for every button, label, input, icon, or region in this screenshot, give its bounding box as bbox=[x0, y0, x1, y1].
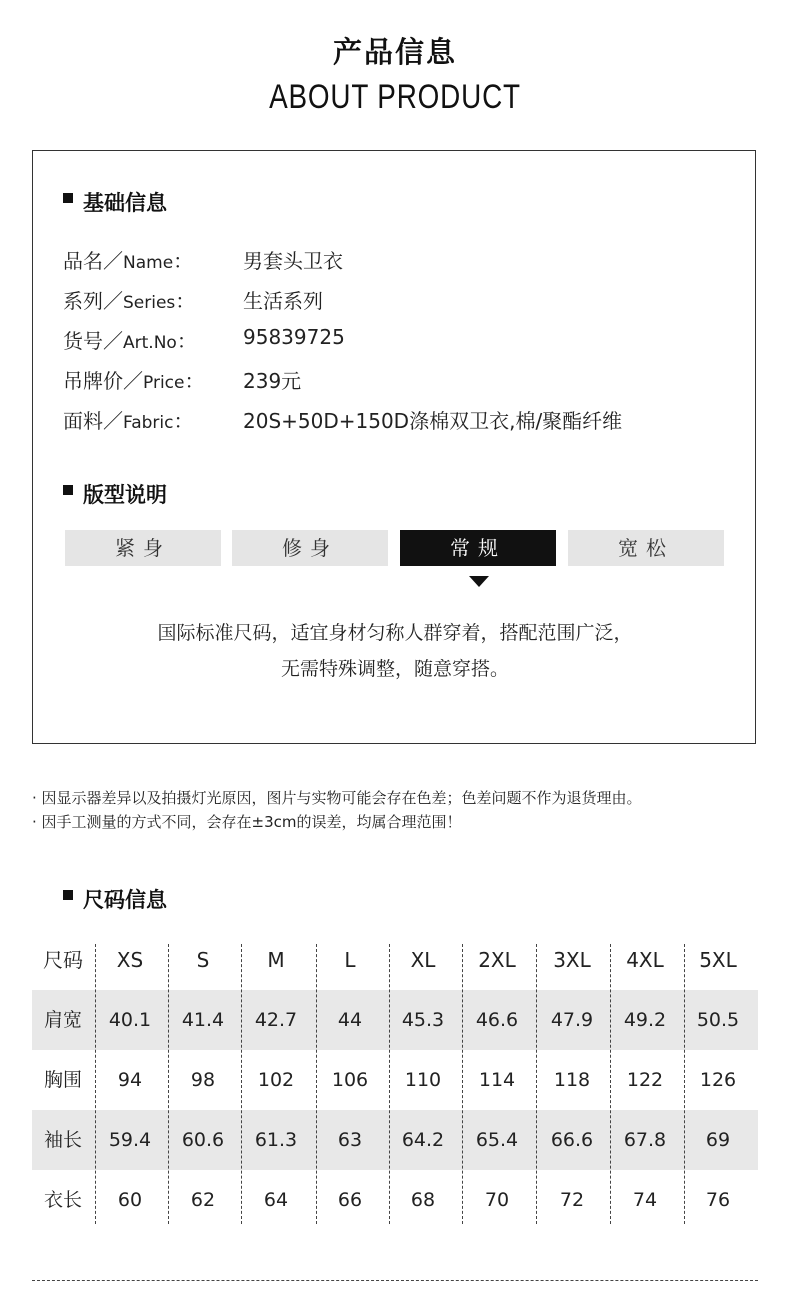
measurement-cell: 64 bbox=[263, 1189, 289, 1211]
label-colon: ： bbox=[184, 369, 205, 393]
column-divider bbox=[241, 944, 242, 1224]
label-cn: 面料／ bbox=[63, 409, 123, 433]
info-value: 239元 bbox=[243, 369, 302, 393]
info-row-series bbox=[63, 285, 743, 315]
square-bullet-icon bbox=[63, 890, 73, 900]
table-header-row bbox=[32, 930, 758, 990]
disclaimer-notes bbox=[32, 786, 772, 834]
label-cn: 品名／ bbox=[63, 249, 123, 273]
info-value: 男套头卫衣 bbox=[243, 249, 343, 273]
product-info-box bbox=[32, 150, 756, 744]
measurement-cell: 60 bbox=[117, 1189, 143, 1211]
label-cn: 系列／ bbox=[63, 289, 123, 313]
page-title-en: ABOUT PRODUCT bbox=[269, 78, 521, 116]
label-en: Name bbox=[123, 253, 174, 273]
fit-option-slim[interactable]: 修身 bbox=[232, 530, 388, 566]
measurement-cell: 46.6 bbox=[475, 1009, 519, 1031]
info-row-name bbox=[63, 245, 743, 275]
row-label-cell: 衣长 bbox=[43, 1189, 82, 1211]
column-divider bbox=[536, 944, 537, 1224]
size-header-cell: XS bbox=[116, 948, 144, 972]
info-label bbox=[63, 245, 193, 274]
size-header-cell: 2XL bbox=[478, 948, 516, 972]
row-label-cell: 肩宽 bbox=[43, 1009, 82, 1031]
label-colon: ： bbox=[176, 329, 197, 353]
measurement-cell: 44 bbox=[337, 1009, 363, 1031]
fit-option-tight[interactable]: 紧身 bbox=[65, 530, 221, 566]
size-header-cell: 3XL bbox=[553, 948, 591, 972]
selected-pointer-icon bbox=[469, 576, 489, 587]
measurement-cell: 72 bbox=[559, 1189, 585, 1211]
measurement-cell: 50.5 bbox=[696, 1009, 740, 1031]
measurement-cell: 60.6 bbox=[181, 1129, 225, 1151]
row-label-cell: 袖长 bbox=[43, 1129, 82, 1151]
fit-description-line: 国际标准尺码，适宜身材匀称人群穿着，搭配范围广泛， bbox=[157, 622, 633, 644]
measurement-cell: 49.2 bbox=[623, 1009, 667, 1031]
measurement-cell: 94 bbox=[117, 1069, 143, 1091]
column-divider bbox=[168, 944, 169, 1224]
measurement-cell: 62 bbox=[190, 1189, 216, 1211]
label-cn: 货号／ bbox=[63, 329, 123, 353]
size-table bbox=[32, 930, 758, 1230]
measurement-cell: 65.4 bbox=[475, 1129, 519, 1151]
fit-option-regular[interactable]: 常规 bbox=[400, 530, 556, 566]
measurement-cell: 69 bbox=[705, 1129, 731, 1151]
table-row bbox=[32, 1050, 758, 1110]
info-label bbox=[63, 285, 195, 314]
measurement-cell: 59.4 bbox=[108, 1129, 152, 1151]
measurement-cell: 68 bbox=[410, 1189, 436, 1211]
measurement-cell: 74 bbox=[632, 1189, 658, 1211]
measurement-cell: 63 bbox=[337, 1129, 363, 1151]
size-info-heading bbox=[63, 884, 167, 914]
measurement-cell: 114 bbox=[478, 1069, 516, 1091]
measurement-cell: 61.3 bbox=[254, 1129, 298, 1151]
info-row-art-no bbox=[63, 325, 743, 355]
label-en: Price bbox=[143, 373, 185, 393]
table-row bbox=[32, 990, 758, 1050]
label-en: Fabric bbox=[123, 413, 174, 433]
table-row bbox=[32, 1110, 758, 1170]
column-divider bbox=[610, 944, 611, 1224]
measurement-cell: 76 bbox=[705, 1189, 731, 1211]
measurement-cell: 42.7 bbox=[254, 1009, 298, 1031]
info-value: 20S+50D+150D涤棉双卫衣,棉/聚酯纤维 bbox=[243, 409, 623, 433]
size-header-cell: 4XL bbox=[626, 948, 664, 972]
measurement-cell: 45.3 bbox=[401, 1009, 445, 1031]
square-bullet-icon bbox=[63, 193, 73, 203]
label-en: Series bbox=[123, 293, 176, 313]
size-header-cell: XL bbox=[410, 948, 436, 972]
measurement-cell: 66.6 bbox=[550, 1129, 594, 1151]
fit-heading-text: 版型说明 bbox=[83, 483, 167, 507]
note-item: · 因显示器差异以及拍摄灯光原因，图片与实物可能会存在色差；色差问题不作为退货理由。 bbox=[32, 789, 642, 807]
info-label bbox=[63, 325, 197, 354]
bottom-divider bbox=[32, 1280, 758, 1281]
fit-option-loose[interactable]: 宽松 bbox=[568, 530, 724, 566]
measurement-cell: 66 bbox=[337, 1189, 363, 1211]
fit-description bbox=[33, 615, 757, 687]
note-item: · 因手工测量的方式不同，会存在±3cm的误差，均属合理范围！ bbox=[32, 813, 462, 831]
info-row-fabric bbox=[63, 405, 743, 435]
fit-options bbox=[65, 530, 725, 566]
column-divider bbox=[389, 944, 390, 1224]
measurement-cell: 106 bbox=[331, 1069, 369, 1091]
info-row-price bbox=[63, 365, 743, 395]
column-divider bbox=[95, 944, 96, 1224]
size-header-cell: L bbox=[344, 948, 356, 972]
measurement-cell: 40.1 bbox=[108, 1009, 152, 1031]
measurement-cell: 122 bbox=[626, 1069, 664, 1091]
measurement-cell: 47.9 bbox=[550, 1009, 594, 1031]
label-cn: 吊牌价／ bbox=[63, 369, 143, 393]
measurement-cell: 98 bbox=[190, 1069, 216, 1091]
label-colon: ： bbox=[173, 249, 194, 273]
info-value: 95839725 bbox=[243, 325, 345, 349]
column-divider bbox=[462, 944, 463, 1224]
measurement-cell: 70 bbox=[484, 1189, 510, 1211]
measurement-cell: 67.8 bbox=[623, 1129, 667, 1151]
size-header-cell: 5XL bbox=[699, 948, 737, 972]
size-header-cell: M bbox=[267, 948, 285, 972]
measurement-cell: 126 bbox=[699, 1069, 737, 1091]
info-label bbox=[63, 405, 194, 434]
label-en: Art.No bbox=[123, 333, 177, 353]
page-title-cn: 产品信息 bbox=[332, 35, 457, 69]
measurement-cell: 110 bbox=[404, 1069, 442, 1091]
fit-heading bbox=[63, 479, 167, 509]
column-divider bbox=[316, 944, 317, 1224]
measurement-cell: 64.2 bbox=[401, 1129, 445, 1151]
measurement-cell: 118 bbox=[553, 1069, 591, 1091]
size-info-heading-text: 尺码信息 bbox=[83, 888, 167, 912]
label-colon: ： bbox=[175, 289, 196, 313]
measurement-cell: 102 bbox=[257, 1069, 295, 1091]
column-divider bbox=[684, 944, 685, 1224]
measurement-cell: 41.4 bbox=[181, 1009, 225, 1031]
size-header-cell: S bbox=[196, 948, 210, 972]
table-row bbox=[32, 1170, 758, 1230]
info-value: 生活系列 bbox=[243, 289, 323, 313]
square-bullet-icon bbox=[63, 485, 73, 495]
label-colon: ： bbox=[173, 409, 194, 433]
info-label bbox=[63, 365, 204, 394]
basic-info-heading-text: 基础信息 bbox=[83, 191, 167, 215]
basic-info-heading bbox=[63, 187, 167, 217]
row-label-cell: 尺码 bbox=[43, 948, 83, 972]
fit-description-line: 无需特殊调整，随意穿搭。 bbox=[280, 658, 509, 680]
row-label-cell: 胸围 bbox=[43, 1069, 82, 1091]
